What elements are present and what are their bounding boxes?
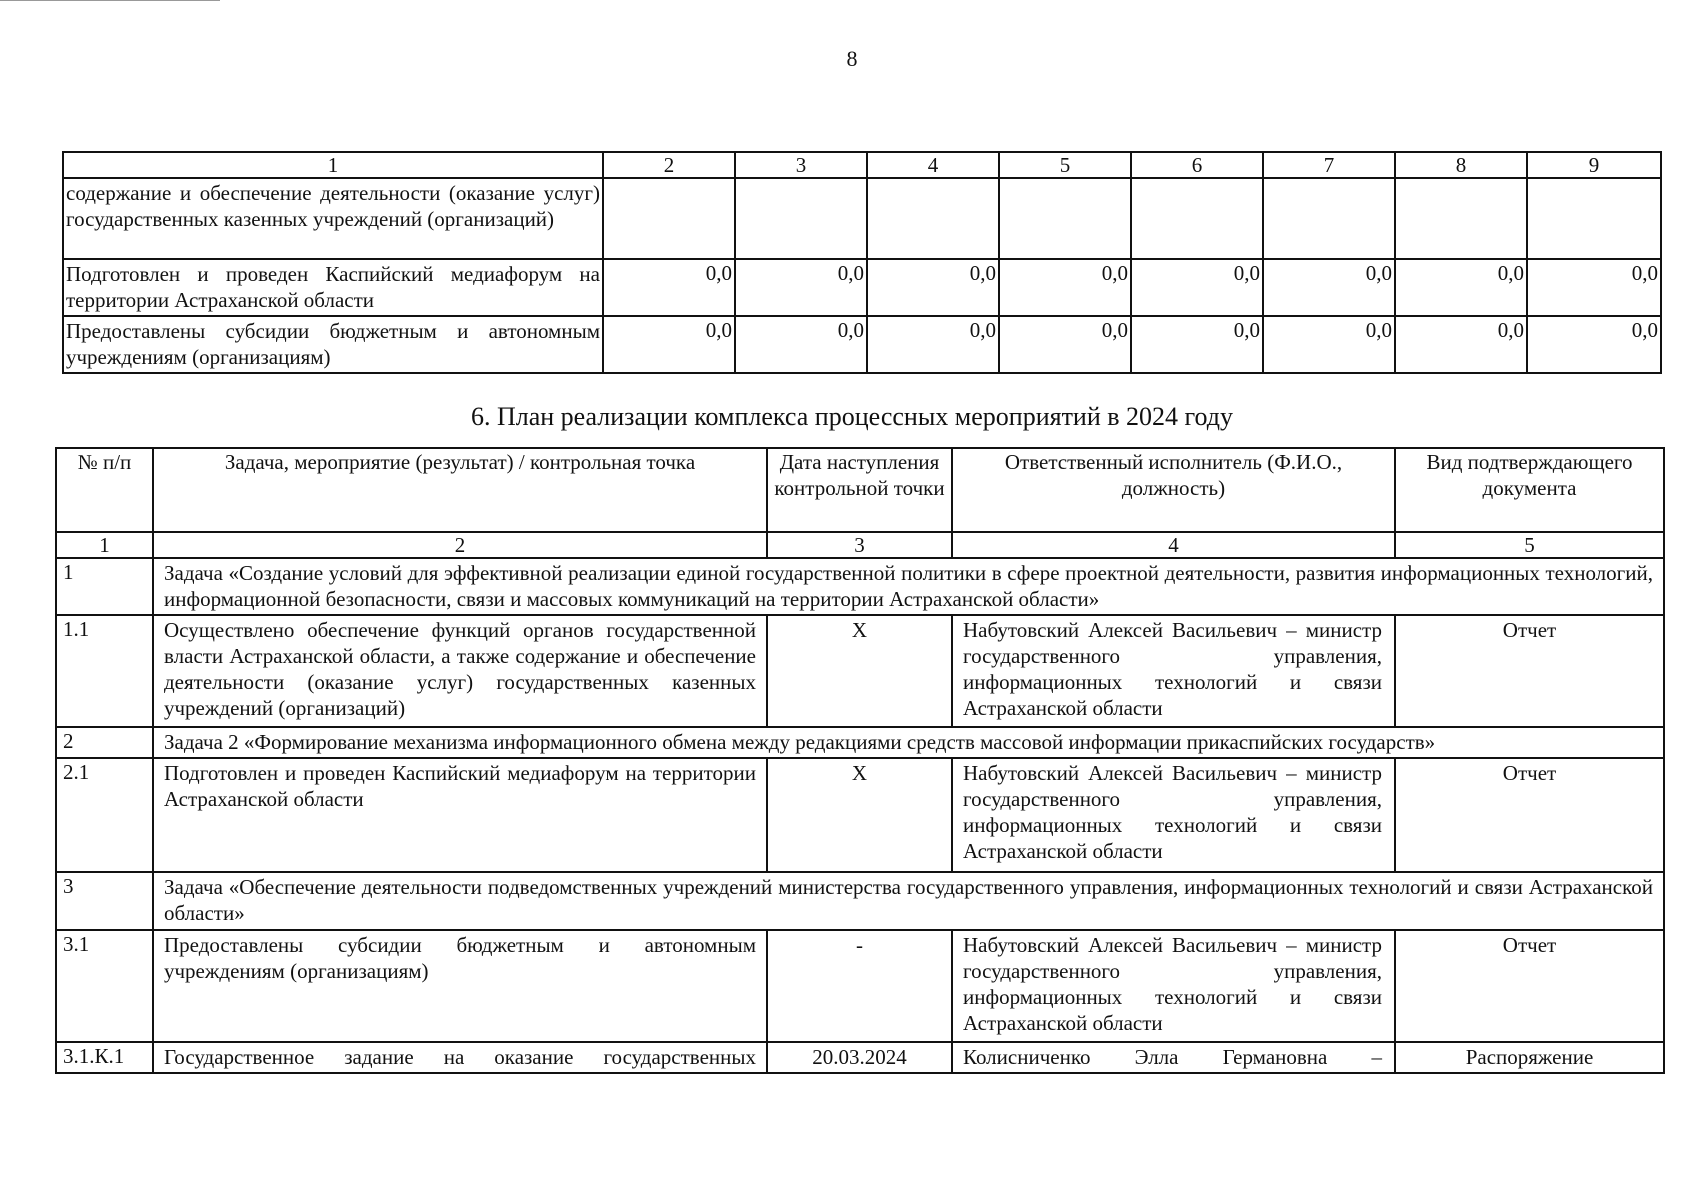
value-cell: 0,0 bbox=[1395, 259, 1527, 316]
value-cell bbox=[1527, 178, 1661, 259]
executor: Набутовский Алексей Васильевич – министр государственного управления, информационных технологий и связи Астраханской области bbox=[952, 930, 1395, 1042]
row-number: 3 bbox=[56, 872, 153, 930]
table-row bbox=[56, 615, 1664, 727]
column-number: 4 bbox=[867, 152, 999, 178]
document-type: Отчет bbox=[1395, 758, 1664, 872]
row-number: 1.1 bbox=[56, 615, 153, 727]
financing-table bbox=[62, 151, 1662, 374]
executor: Набутовский Алексей Васильевич – министр государственного управления, информационных технологий и связи Астраханской области bbox=[952, 615, 1395, 727]
task-text: Задача 2 «Формирование механизма информационного обмена между редакциями средств массовой информации прикаспийских государств» bbox=[153, 727, 1664, 758]
row-number: 2 bbox=[56, 727, 153, 758]
value-cell bbox=[867, 178, 999, 259]
column-header: Вид подтверждающего документа bbox=[1395, 448, 1664, 532]
row-label: содержание и обеспечение деятельности (оказание услуг) государственных казенных учреждений (организаций) bbox=[63, 178, 603, 259]
value-cell bbox=[1131, 178, 1263, 259]
column-number: 9 bbox=[1527, 152, 1661, 178]
value-cell bbox=[1263, 178, 1395, 259]
column-header: Задача, мероприятие (результат) / контрольная точка bbox=[153, 448, 767, 532]
task-text: Задача «Обеспечение деятельности подведомственных учреждений министерства государственного управления, информационных технологий и связи Астраханской области» bbox=[153, 872, 1664, 930]
value-cell: 0,0 bbox=[1131, 316, 1263, 373]
value-cell: 0,0 bbox=[1263, 259, 1395, 316]
activity-text: Подготовлен и проведен Каспийский медиафорум на территории Астраханской области bbox=[153, 758, 767, 872]
page-number: 8 bbox=[846, 46, 858, 71]
value-cell: 0,0 bbox=[1131, 259, 1263, 316]
section-title: 6. План реализации комплекса процессных мероприятий в 2024 году bbox=[470, 402, 1234, 431]
document-type: Отчет bbox=[1395, 930, 1664, 1042]
table-row bbox=[56, 930, 1664, 1042]
value-cell: 0,0 bbox=[1527, 316, 1661, 373]
column-header: Дата наступления контрольной точки bbox=[767, 448, 952, 532]
plan-column-number-row bbox=[56, 532, 1664, 558]
value-cell: 0,0 bbox=[1395, 316, 1527, 373]
table-row bbox=[56, 1042, 1664, 1073]
executor: Колисниченко Элла Германовна – bbox=[952, 1042, 1395, 1073]
table-row bbox=[56, 758, 1664, 872]
executor: Набутовский Алексей Васильевич – министр государственного управления, информационных технологий и связи Астраханской области bbox=[952, 758, 1395, 872]
checkpoint-date: 20.03.2024 bbox=[767, 1042, 952, 1073]
column-number: 1 bbox=[56, 532, 153, 558]
column-number: 8 bbox=[1395, 152, 1527, 178]
value-cell bbox=[735, 178, 867, 259]
activity-text: Предоставлены субсидии бюджетным и автономным учреждениям (организациям) bbox=[153, 930, 767, 1042]
checkpoint-date: - bbox=[767, 930, 952, 1042]
scan-edge-line bbox=[0, 0, 220, 1]
column-number: 1 bbox=[63, 152, 603, 178]
column-number: 6 bbox=[1131, 152, 1263, 178]
table-row bbox=[63, 316, 1661, 373]
checkpoint-date: X bbox=[767, 758, 952, 872]
value-cell: 0,0 bbox=[1263, 316, 1395, 373]
column-header: Ответственный исполнитель (Ф.И.О., должность) bbox=[952, 448, 1395, 532]
row-number: 3.1 bbox=[56, 930, 153, 1042]
column-number: 3 bbox=[735, 152, 867, 178]
checkpoint-date: X bbox=[767, 615, 952, 727]
task-row bbox=[56, 727, 1664, 758]
column-header: № п/п bbox=[56, 448, 153, 532]
column-number: 3 bbox=[767, 532, 952, 558]
row-label: Предоставлены субсидии бюджетным и автономным учреждениям (организациям) bbox=[63, 316, 603, 373]
value-cell: 0,0 bbox=[1527, 259, 1661, 316]
document-type: Отчет bbox=[1395, 615, 1664, 727]
financing-header-row bbox=[63, 152, 1661, 178]
table-row bbox=[63, 178, 1661, 259]
task-row bbox=[56, 558, 1664, 615]
column-number: 7 bbox=[1263, 152, 1395, 178]
value-cell: 0,0 bbox=[867, 316, 999, 373]
activity-text: Осуществлено обеспечение функций органов государственной власти Астраханской области, а также содержание и обеспечение деятельности (оказание услуг) государственных казенных учреждений (организаций) bbox=[153, 615, 767, 727]
value-cell: 0,0 bbox=[735, 259, 867, 316]
column-number: 2 bbox=[153, 532, 767, 558]
value-cell bbox=[1395, 178, 1527, 259]
value-cell: 0,0 bbox=[603, 259, 735, 316]
value-cell bbox=[999, 178, 1131, 259]
column-number: 2 bbox=[603, 152, 735, 178]
row-number: 3.1.К.1 bbox=[56, 1042, 153, 1073]
column-number: 5 bbox=[999, 152, 1131, 178]
task-text: Задача «Создание условий для эффективной реализации единой государственной политики в сфере проектной деятельности, развития информационных технологий, информационной безопасности, связи и массовых коммуникаций на территории Астраханской области» bbox=[153, 558, 1664, 615]
plan-table bbox=[55, 447, 1665, 1074]
table-row bbox=[63, 259, 1661, 316]
task-row bbox=[56, 872, 1664, 930]
plan-header-row bbox=[56, 448, 1664, 532]
value-cell: 0,0 bbox=[867, 259, 999, 316]
row-number: 2.1 bbox=[56, 758, 153, 872]
column-number: 4 bbox=[952, 532, 1395, 558]
value-cell bbox=[603, 178, 735, 259]
value-cell: 0,0 bbox=[735, 316, 867, 373]
document-type: Распоряжение bbox=[1395, 1042, 1664, 1073]
value-cell: 0,0 bbox=[999, 316, 1131, 373]
activity-text: Государственное задание на оказание государственных bbox=[153, 1042, 767, 1073]
row-label: Подготовлен и проведен Каспийский медиафорум на территории Астраханской области bbox=[63, 259, 603, 316]
value-cell: 0,0 bbox=[603, 316, 735, 373]
row-number: 1 bbox=[56, 558, 153, 615]
column-number: 5 bbox=[1395, 532, 1664, 558]
value-cell: 0,0 bbox=[999, 259, 1131, 316]
